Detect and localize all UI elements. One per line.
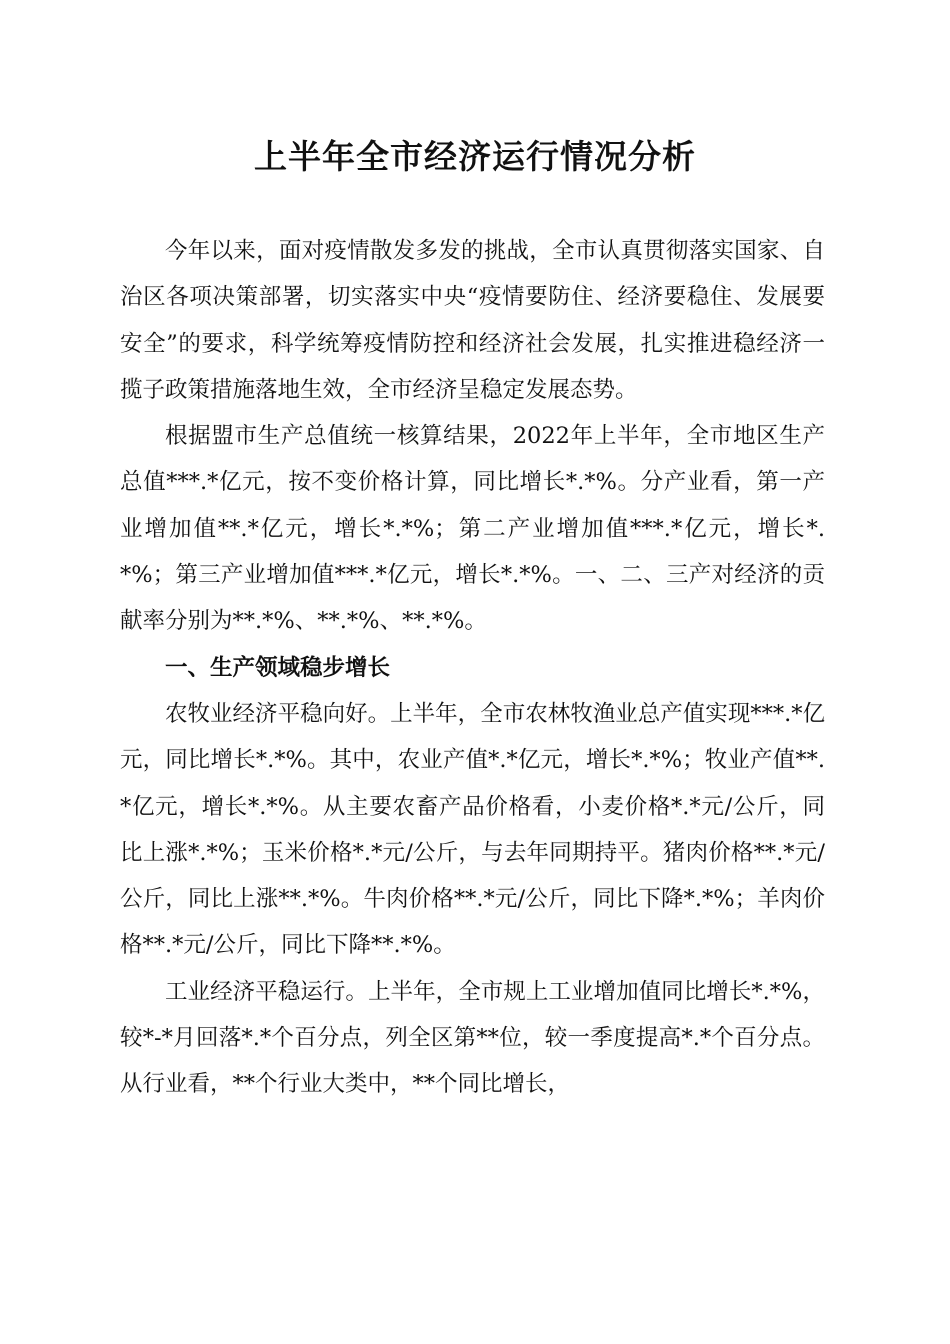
gdp-paragraph: 根据盟市生产总值统一核算结果，2022年上半年，全市地区生产总值***.*亿元，按不变价格计算，同比增长*.*%。分产业看，第一产业增加值**.*亿元，增长*.*%；第二产业增加值***.*亿元，增长*.*%；第三产业增加值***.*亿元，增长*.*%。一、二、三产对经济的贡献率分别为**.*%、**.*%、**.*%。 (120, 423, 825, 635)
document-body (120, 228, 825, 1108)
document-title: 上半年全市经济运行情况分析 (254, 137, 696, 176)
industry-paragraph: 工业经济平稳运行。上半年，全市规上工业增加值同比增长*.*%，较*-*月回落*.*个百分点，列全区第**位，较一季度提高*.*个百分点。从行业看，**个行业大类中，**个同比增长， (120, 978, 825, 1098)
section-heading-production: 一、生产领域稳步增长 (165, 654, 391, 681)
agriculture-paragraph: 农牧业经济平稳向好。上半年，全市农林牧渔业总产值实现***.*亿元，同比增长*.*%。其中，农业产值*.*亿元，增长*.*%；牧业产值**.*亿元，增长*.*%。从主要农畜产品价格看，小麦价格*.*元/公斤，同比上涨*.*%；玉米价格*.*元/公斤，与去年同期持平。猪肉价格**.*元/公斤，同比上涨**.*%。牛肉价格**.*元/公斤，同比下降*.*%；羊肉价格**.*元/公斤，同比下降**.*%。 (120, 700, 825, 959)
intro-paragraph: 今年以来，面对疫情散发多发的挑战，全市认真贯彻落实国家、自治区各项决策部署，切实落实中央“疫情要防住、经济要稳住、发展要安全”的要求，科学统筹疫情防控和经济社会发展，扎实推进稳经济一揽子政策措施落地生效，全市经济呈稳定发展态势。 (120, 238, 825, 403)
